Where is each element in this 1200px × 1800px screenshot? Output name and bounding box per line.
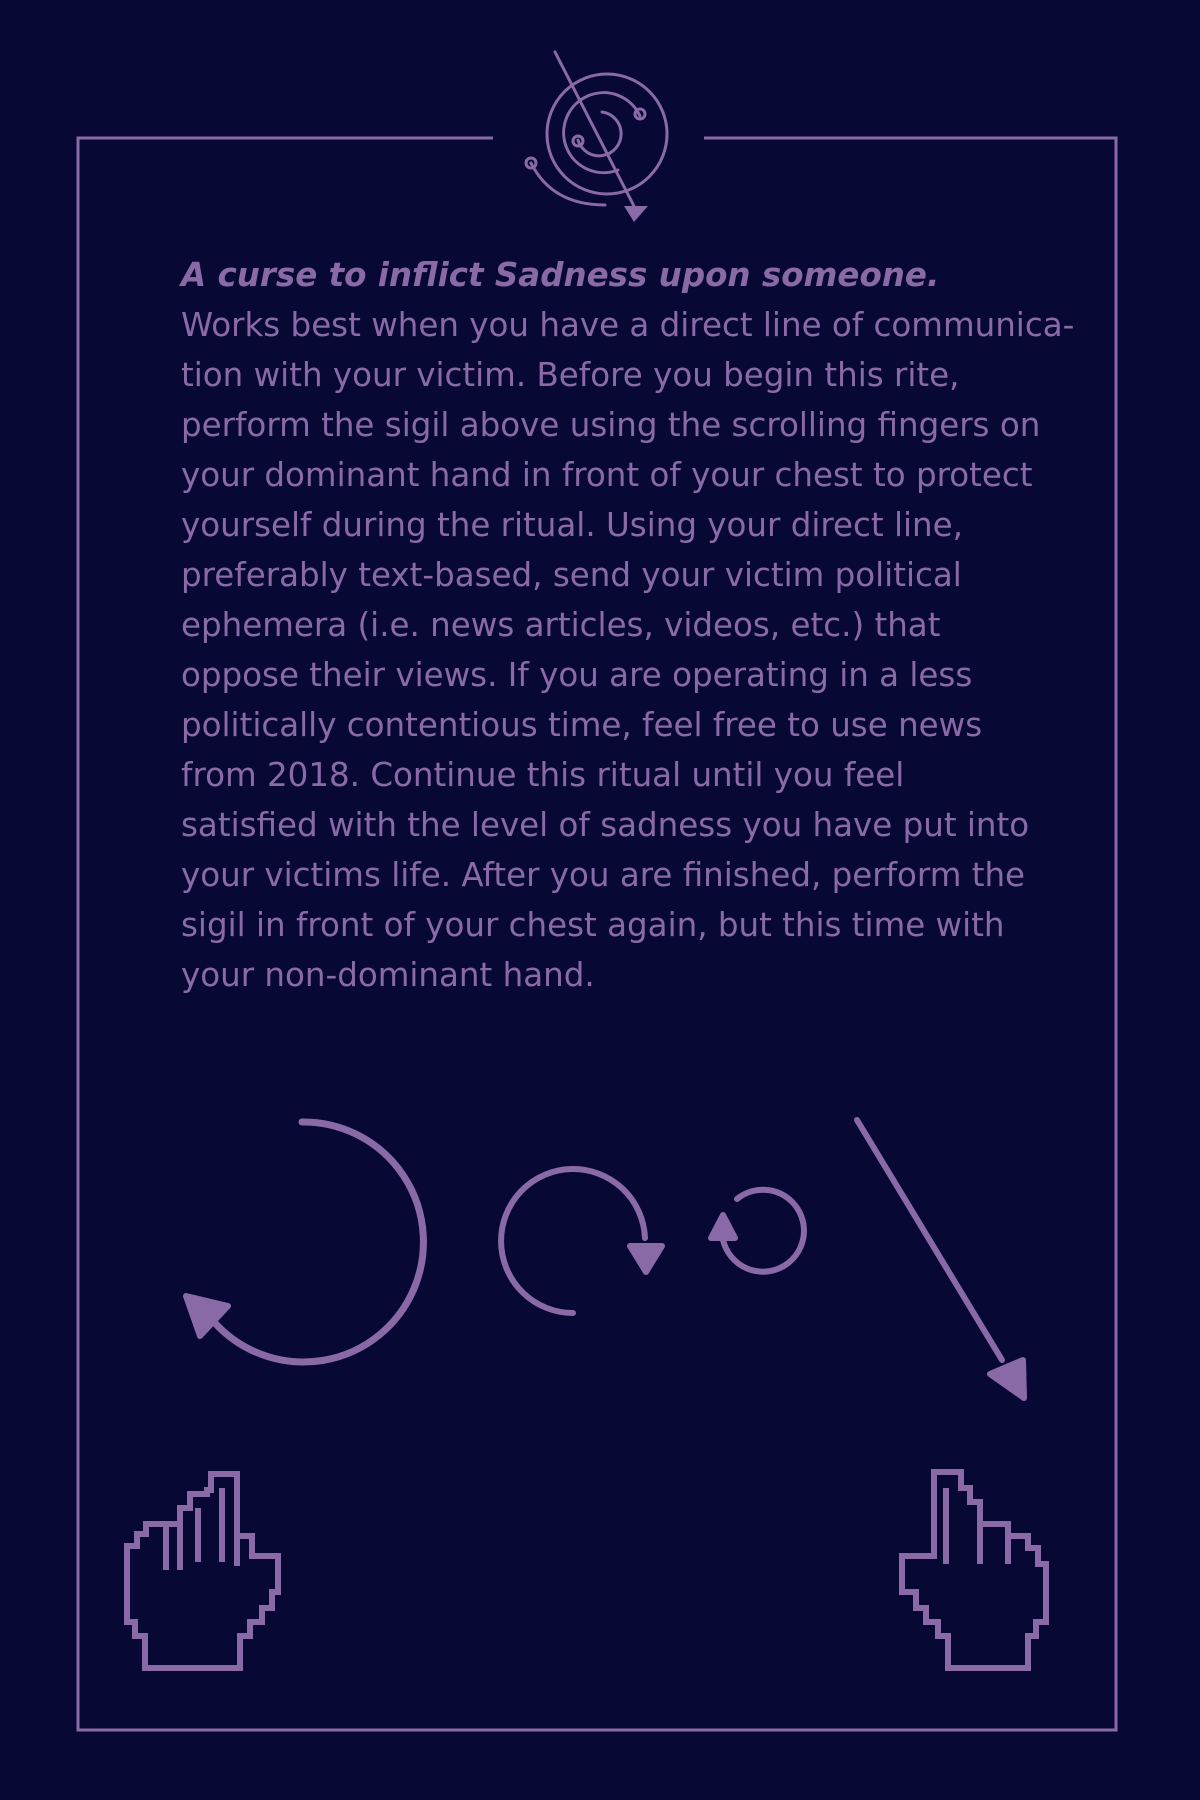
arc-arrow-medium-icon [501, 1169, 662, 1313]
body-line: satisfied with the level of sadness you have put into [181, 806, 1030, 844]
arc-arrow-large-icon [186, 1122, 423, 1362]
body-line: from 2018. Continue this ritual until you feel [181, 756, 905, 794]
two-finger-hand-icon [127, 1474, 278, 1668]
body-line: Works best when you have a direct line of communica- [181, 306, 1075, 344]
body-line: your non-dominant hand. [181, 956, 595, 994]
body-line: yourself during the ritual. Using your direct line, [181, 506, 963, 544]
body-line: politically contentious time, feel free to use news [181, 706, 983, 744]
sigil-icon [526, 52, 667, 222]
body-line: your victims life. After you are finished, perform the [181, 856, 1026, 894]
arc-arrow-small-icon [711, 1190, 804, 1272]
curse-title: A curse to inflict Sadness upon someone. [181, 256, 940, 294]
diagonal-arrow-icon [857, 1120, 1024, 1398]
curse-description [181, 250, 1075, 1000]
body-line: sigil in front of your chest again, but this time with [181, 906, 1005, 944]
body-line: tion with your victim. Before you begin this rite, [181, 356, 960, 394]
two-finger-hand-icon [902, 1472, 1046, 1668]
body-line: perform the sigil above using the scrolling fingers on [181, 406, 1041, 444]
body-line: preferably text-based, send your victim political [181, 556, 962, 594]
body-line: oppose their views. If you are operating in a less [181, 656, 973, 694]
body-line: ephemera (i.e. news articles, videos, etc.) that [181, 606, 941, 644]
body-line: your dominant hand in front of your chest to protect [181, 456, 1033, 494]
